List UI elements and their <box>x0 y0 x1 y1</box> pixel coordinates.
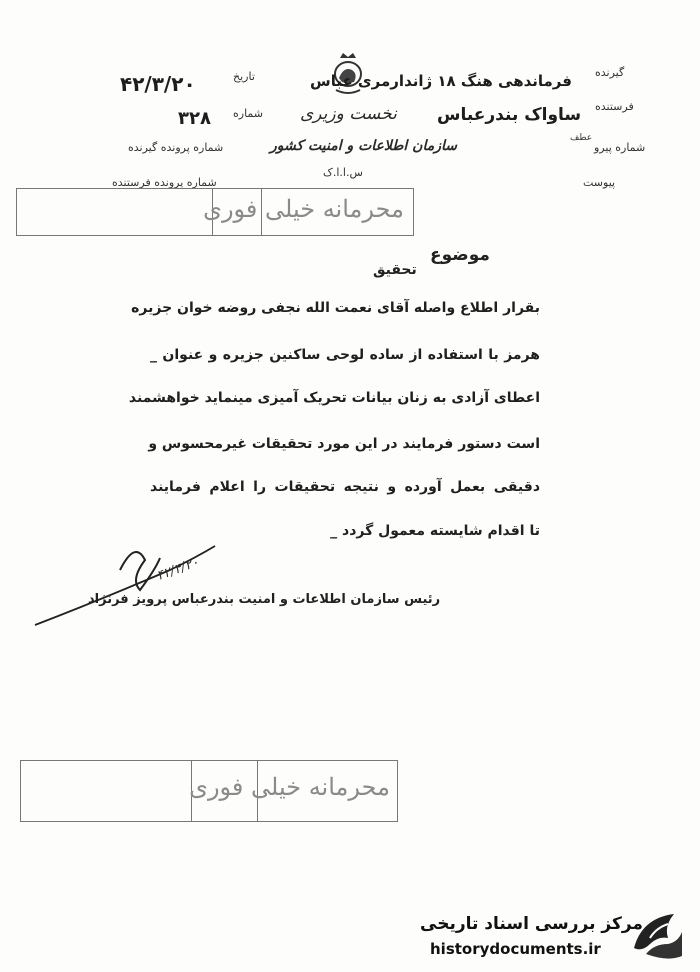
office-name-line2: سازمان اطلاعات و امنیت کشور <box>270 138 457 154</box>
body-line-4: است دستور فرمایند در این مورد تحقیقات غیرمحسوس و <box>148 436 540 452</box>
recipient-value: فرماندهی هنگ ۱۸ ژاندارمری عباس <box>310 72 572 90</box>
body-line-5: دقیقی بعمل آورده و نتیجه تحقیقات را اعلام فرمایند <box>150 479 540 495</box>
signature-line: رئیس سازمان اطلاعات و امنیت بندرعباس پرویز فرنژاد <box>88 592 441 607</box>
sender-value: ساواک بندرعباس <box>437 105 582 125</box>
body-line-6: تا اقدام شایسته معمول گردد _ <box>330 523 540 539</box>
office-name-line1: نخست وزیری <box>300 104 397 124</box>
footer-org-name: مرکز بررسی اسناد تاریخی <box>420 914 643 934</box>
attachment-label: پیوست <box>583 176 616 189</box>
stamp-top-text: محرمانه خیلی فوری <box>203 195 404 223</box>
sender-file-number-label: شماره پرونده فرستنده <box>112 176 217 189</box>
office-code: س.ا.ا.ک <box>323 166 363 179</box>
recipient-file-number-label: شماره پرونده گیرنده <box>128 141 224 154</box>
body-line-1: بقرار اطلاع واصله آقای نعمت الله نجفی روضه خوان جزیره <box>131 300 540 316</box>
ref-number-label: شماره پیرو <box>594 141 646 154</box>
number-value: ۳۲۸ <box>178 108 211 129</box>
body-line-2: هرمز با استفاده از ساده لوحی ساکنین جزیره و عنوان _ <box>150 347 540 363</box>
subject-label: موضوع <box>430 245 490 265</box>
stamp-bottom-text: محرمانه خیلی فوری <box>189 773 390 801</box>
ref-number-aux: عطف <box>570 133 593 143</box>
history-documents-logo-icon <box>628 908 686 966</box>
recipient-label: گیرنده <box>595 66 625 79</box>
subject-value: تحقیق <box>373 262 417 278</box>
handwritten-scribble-icon <box>20 530 220 630</box>
body-line-3: اعطای آزادی به زنان بیانات تحریک آمیزی مینماید خواهشمند <box>128 390 540 406</box>
date-value: ۴۲/۳/۲۰ <box>120 72 196 96</box>
number-label: شماره <box>233 107 264 120</box>
sender-label: فرستنده <box>595 100 634 113</box>
date-label: تاریخ <box>233 70 255 83</box>
handwritten-date: ۴۲/۴/۲۰ <box>154 554 201 585</box>
footer-url: historydocuments.ir <box>430 940 601 958</box>
